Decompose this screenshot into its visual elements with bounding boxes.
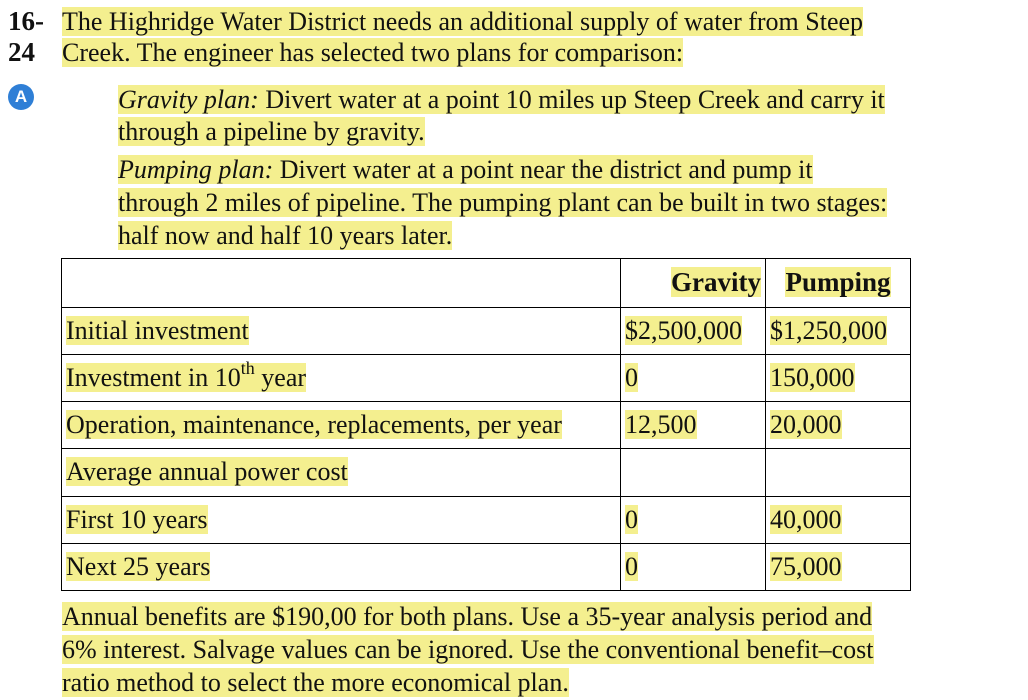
pumping-value: $1,250,000 (770, 315, 887, 345)
intro-line-2 (62, 37, 683, 69)
problem-number-suffix: 24 (8, 37, 35, 67)
gravity-value: 0 (625, 504, 638, 534)
outro-line-3 (62, 667, 569, 699)
gravity-plan-text-2: through a pipeline by gravity. (118, 117, 425, 146)
row-label-suffix: year (254, 363, 307, 393)
gravity-plan-line-1 (118, 84, 885, 116)
pumping-value: 20,000 (770, 410, 842, 440)
intro-text-2: Creek. The engineer has selected two plans for comparison: (62, 38, 684, 67)
pumping-plan-text-1: Divert water at a point near the district and pump it (273, 155, 813, 184)
pumping-cell (766, 496, 911, 543)
gravity-cell (621, 402, 766, 449)
gravity-value: 12,500 (625, 410, 697, 440)
header-gravity: Gravity (671, 267, 761, 298)
header-pumping-cell (766, 259, 911, 308)
row-label: First 10 years (66, 504, 208, 534)
outro-line-2 (62, 634, 874, 666)
outro-text-3: ratio method to select the more economical plan. (62, 668, 569, 697)
row-label: Operation, maintenance, replacements, per year (66, 410, 562, 440)
row-label: Initial investment (66, 315, 249, 345)
header-gravity-cell (621, 259, 766, 308)
row-label-prefix: Investment in 10 (66, 363, 241, 393)
pumping-plan-line-2 (118, 187, 887, 219)
pumping-value: 40,000 (770, 504, 842, 534)
table-row (62, 402, 911, 449)
pumping-plan-label: Pumping plan: (118, 155, 274, 184)
pumping-cell (766, 449, 911, 496)
pumping-plan-line-1 (118, 154, 813, 186)
gravity-value: $2,500,000 (625, 315, 742, 345)
gravity-cell (621, 496, 766, 543)
gravity-cell (621, 354, 766, 401)
pumping-plan-text-3: half now and half 10 years later. (118, 221, 453, 250)
gravity-cell (621, 449, 766, 496)
intro-line-1 (62, 6, 863, 38)
row-label: Next 25 years (66, 551, 211, 581)
pumping-plan-text-2: through 2 miles of pipeline. The pumping plant can be built in two stages: (118, 188, 888, 217)
pumping-cell (766, 307, 911, 354)
gravity-value: 0 (625, 551, 638, 581)
row-label-cell (62, 307, 621, 354)
row-label-cell (62, 496, 621, 543)
gravity-plan-line-2 (118, 116, 425, 148)
answer-badge[interactable]: A (8, 84, 34, 110)
table-row (62, 496, 911, 543)
pumping-cell (766, 543, 911, 590)
row-label-cell (62, 354, 621, 401)
pumping-value: 150,000 (770, 363, 855, 393)
outro-line-1 (62, 601, 872, 633)
pumping-cell (766, 402, 911, 449)
table-header-row (62, 259, 911, 308)
gravity-plan-label: Gravity plan: (118, 85, 259, 114)
row-label-cell (62, 543, 621, 590)
header-blank-cell (62, 259, 621, 308)
row-label: Average annual power cost (66, 457, 348, 487)
pumping-plan-line-3 (118, 220, 452, 252)
outro-text-1: Annual benefits are $190,00 for both plans. Use a 35-year analysis period and (62, 602, 873, 631)
table-row (62, 354, 911, 401)
intro-text-1: The Highridge Water District needs an additional supply of water from Steep (62, 7, 864, 36)
cost-comparison-table (61, 258, 911, 591)
header-pumping: Pumping (785, 267, 891, 298)
row-label-superscript: th (240, 358, 255, 379)
pumping-value: 75,000 (770, 551, 842, 581)
table-row (62, 449, 911, 496)
pumping-cell (766, 354, 911, 401)
table-row (62, 307, 911, 354)
table-row (62, 543, 911, 590)
gravity-cell (621, 543, 766, 590)
gravity-value: 0 (625, 363, 638, 393)
row-label-cell (62, 449, 621, 496)
row-label (66, 358, 307, 393)
problem-number: 16- (8, 6, 44, 36)
gravity-cell (621, 307, 766, 354)
gravity-plan-text-1: Divert water at a point 10 miles up Steep Creek and carry it (258, 85, 885, 114)
row-label-cell (62, 402, 621, 449)
outro-text-2: 6% interest. Salvage values can be ignored. Use the conventional benefit–cost (62, 635, 874, 664)
